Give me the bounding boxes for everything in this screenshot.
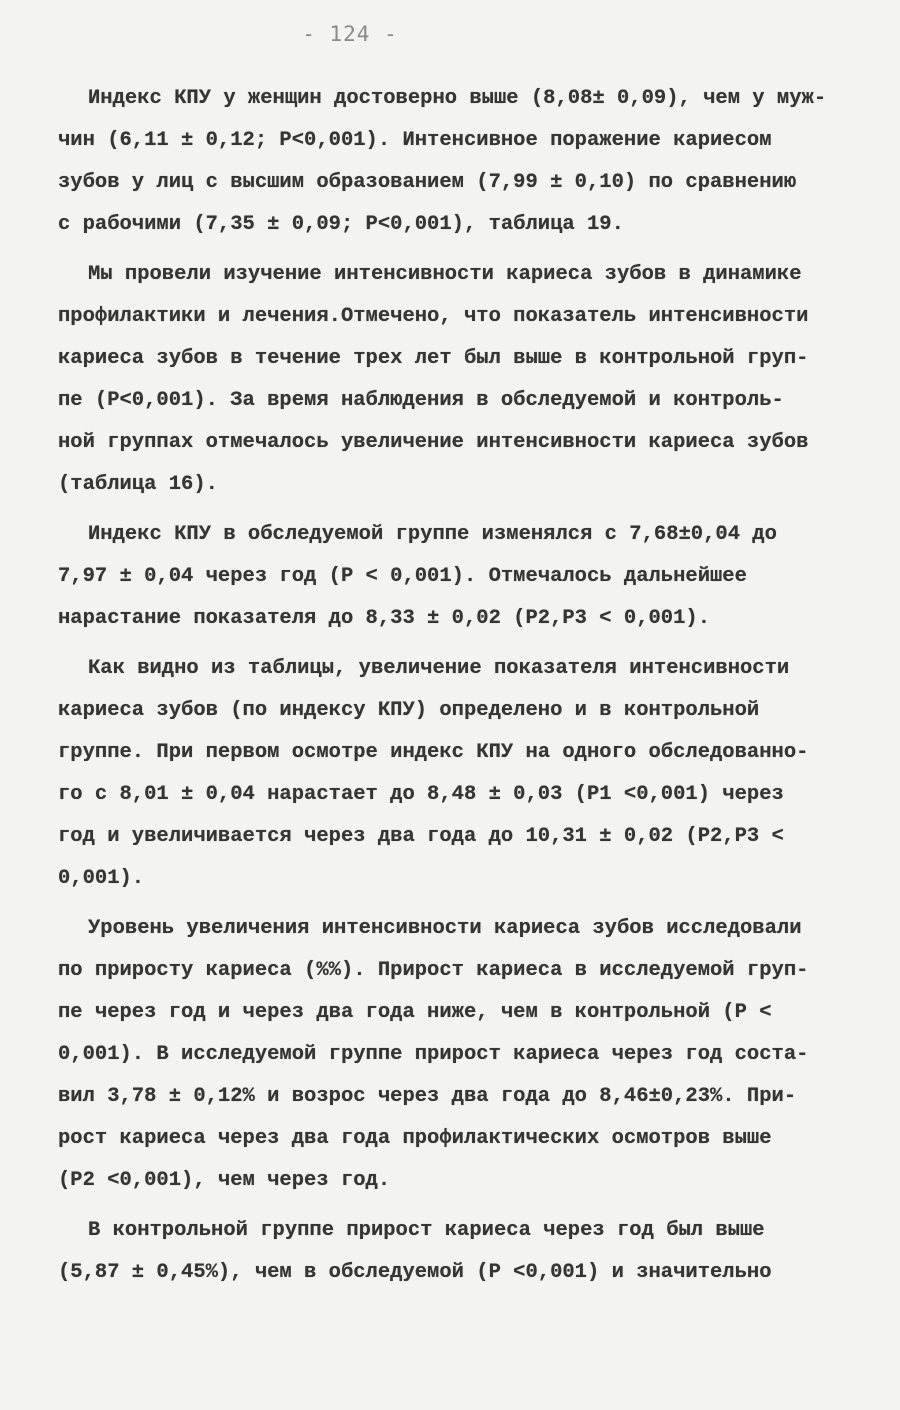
text-line: группе. При первом осмотре индекс КПУ на одного обследованно- (58, 741, 809, 764)
text-line: Индекс КПУ у женщин достоверно выше (8,08± 0,09), чем у муж- (88, 87, 827, 110)
text-line: (5,87 ± 0,45%), чем в обследуемой (Р <0,001) и значительно (58, 1261, 772, 1284)
text-line: 0,001). В исследуемой группе прирост кариеса через год соста- (58, 1043, 809, 1066)
text-line: рост кариеса через два года профилактических осмотров выше (58, 1127, 772, 1150)
text-line: чин (6,11 ± 0,12; Р<0,001). Интенсивное поражение кариесом (58, 129, 772, 152)
text-line: по приросту кариеса (%%). Прирост кариеса в исследуемой груп- (58, 959, 809, 982)
text-line: Индекс КПУ в обследуемой группе изменялся с 7,68±0,04 до (88, 523, 777, 546)
text-line: нарастание показателя до 8,33 ± 0,02 (Р2,Р3 < 0,001). (58, 607, 711, 630)
text-line: профилактики и лечения.Отмечено, что показатель интенсивности (58, 305, 809, 328)
text-line: кариеса зубов в течение трех лет был выше в контрольной груп- (58, 347, 809, 370)
text-line: вил 3,78 ± 0,12% и возрос через два года до 8,46±0,23%. При- (58, 1085, 797, 1108)
text-line: Как видно из таблицы, увеличение показателя интенсивности (88, 657, 790, 680)
paragraph-4 (58, 648, 848, 900)
text-line: зубов у лиц с высшим образованием (7,99 ± 0,10) по сравнению (58, 171, 797, 194)
text-line: пе через год и через два года ниже, чем в контрольной (Р < (58, 1001, 772, 1024)
text-line: кариеса зубов (по индексу КПУ) определено и в контрольной (58, 699, 760, 722)
text-line: го с 8,01 ± 0,04 нарастает до 8,48 ± 0,03 (Р1 <0,001) через (58, 783, 784, 806)
paragraph-2 (58, 254, 848, 506)
paragraph-6 (58, 1210, 848, 1294)
paragraph-3 (58, 514, 848, 640)
text-line: (таблица 16). (58, 473, 218, 496)
text-line: 0,001). (58, 867, 145, 890)
text-line: В контрольной группе прирост кариеса через год был выше (88, 1219, 765, 1242)
page-number: - 124 - (302, 22, 398, 46)
text-line: год и увеличивается через два года до 10,31 ± 0,02 (Р2,Р3 < (58, 825, 784, 848)
text-line: с рабочими (7,35 ± 0,09; Р<0,001), таблица 19. (58, 213, 624, 236)
text-line: ной группах отмечалось увеличение интенсивности кариеса зубов (58, 431, 809, 454)
text-line: (Р2 <0,001), чем через год. (58, 1169, 391, 1192)
paragraph-1 (58, 78, 848, 246)
text-line: пе (Р<0,001). За время наблюдения в обследуемой и контроль- (58, 389, 784, 412)
body-text (58, 78, 848, 1302)
paragraph-5 (58, 908, 848, 1202)
text-line: 7,97 ± 0,04 через год (Р < 0,001). Отмечалось дальнейшее (58, 565, 747, 588)
text-line: Уровень увеличения интенсивности кариеса зубов исследовали (88, 917, 802, 940)
text-line: Мы провели изучение интенсивности кариеса зубов в динамике (88, 263, 802, 286)
